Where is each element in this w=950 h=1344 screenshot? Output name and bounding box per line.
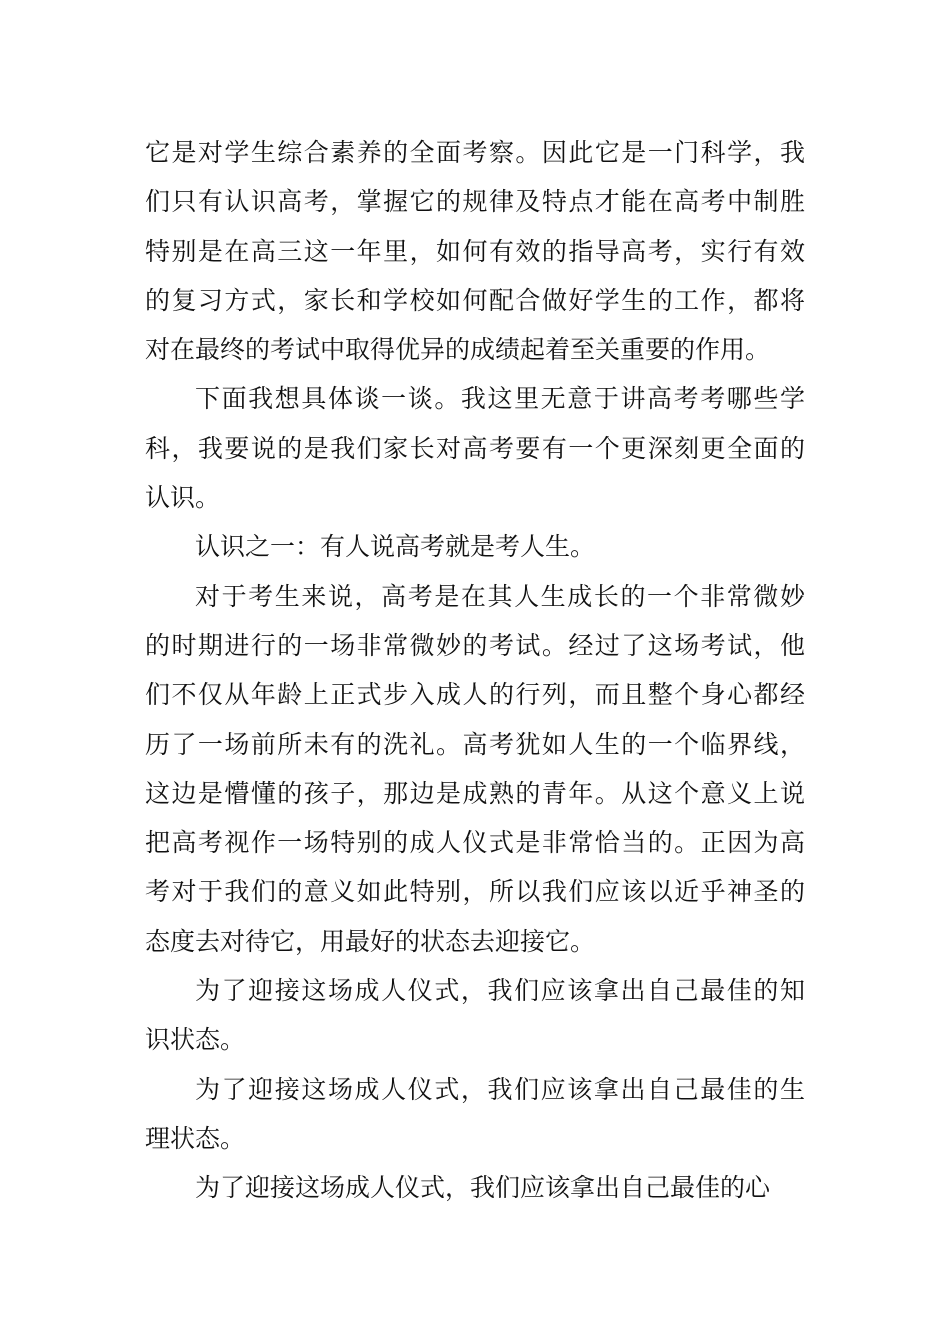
text-line: 特别是在高三这一年里，如何有效的指导高考，实行有效 [145, 236, 805, 266]
text-line: 理状态。 [145, 1123, 246, 1153]
text-line: 它是对学生综合素养的全面考察。因此它是一门科学，我 [145, 138, 805, 167]
text-line: 为了迎接这场成人仪式，我们应该拿出自己最佳的心 [195, 1173, 771, 1203]
text-line: 考对于我们的意义如此特别，所以我们应该以近乎神圣的 [145, 877, 805, 907]
text-line: 识状态。 [145, 1025, 246, 1055]
text-line: 认识之一：有人说高考就是考人生。 [195, 532, 596, 562]
paragraph [145, 1163, 805, 1212]
text-line: 态度去对待它，用最好的状态去迎接它。 [145, 926, 596, 956]
paragraph [145, 572, 805, 966]
paragraph [145, 966, 805, 1065]
text-line: 为了迎接这场成人仪式，我们应该拿出自己最佳的知 [195, 976, 805, 1006]
text-line: 对于考生来说，高考是在其人生成长的一个非常微妙 [195, 581, 805, 611]
text-line: 下面我想具体谈一谈。我这里无意于讲高考考哪些学 [195, 384, 805, 414]
text-line: 历了一场前所未有的洗礼。高考犹如人生的一个临界线， [145, 729, 805, 759]
text-line: 的复习方式，家长和学校如何配合做好学生的工作，都将 [145, 285, 805, 315]
paragraph [145, 374, 805, 522]
text-line: 的时期进行的一场非常微妙的考试。经过了这场考试，他 [145, 630, 805, 660]
text-line: 科，我要说的是我们家长对高考要有一个更深刻更全面的 [145, 433, 805, 463]
text-line: 把高考视作一场特别的成人仪式是非常恰当的。正因为高 [145, 828, 805, 858]
text-line: 为了迎接这场成人仪式，我们应该拿出自己最佳的生 [195, 1074, 805, 1104]
paragraph [145, 1065, 805, 1164]
paragraph [145, 128, 805, 374]
text-line: 们不仅从年龄上正式步入成人的行列，而且整个身心都经 [145, 680, 805, 710]
document-body [145, 128, 805, 1213]
paragraph [145, 522, 805, 571]
text-line: 这边是懵懂的孩子，那边是成熟的青年。从这个意义上说 [145, 778, 805, 808]
text-line: 认识。 [145, 483, 221, 513]
text-line: 们只有认识高考，掌握它的规律及特点才能在高考中制胜 [145, 187, 805, 217]
text-line: 对在最终的考试中取得优异的成绩起着至关重要的作用。 [145, 335, 771, 365]
